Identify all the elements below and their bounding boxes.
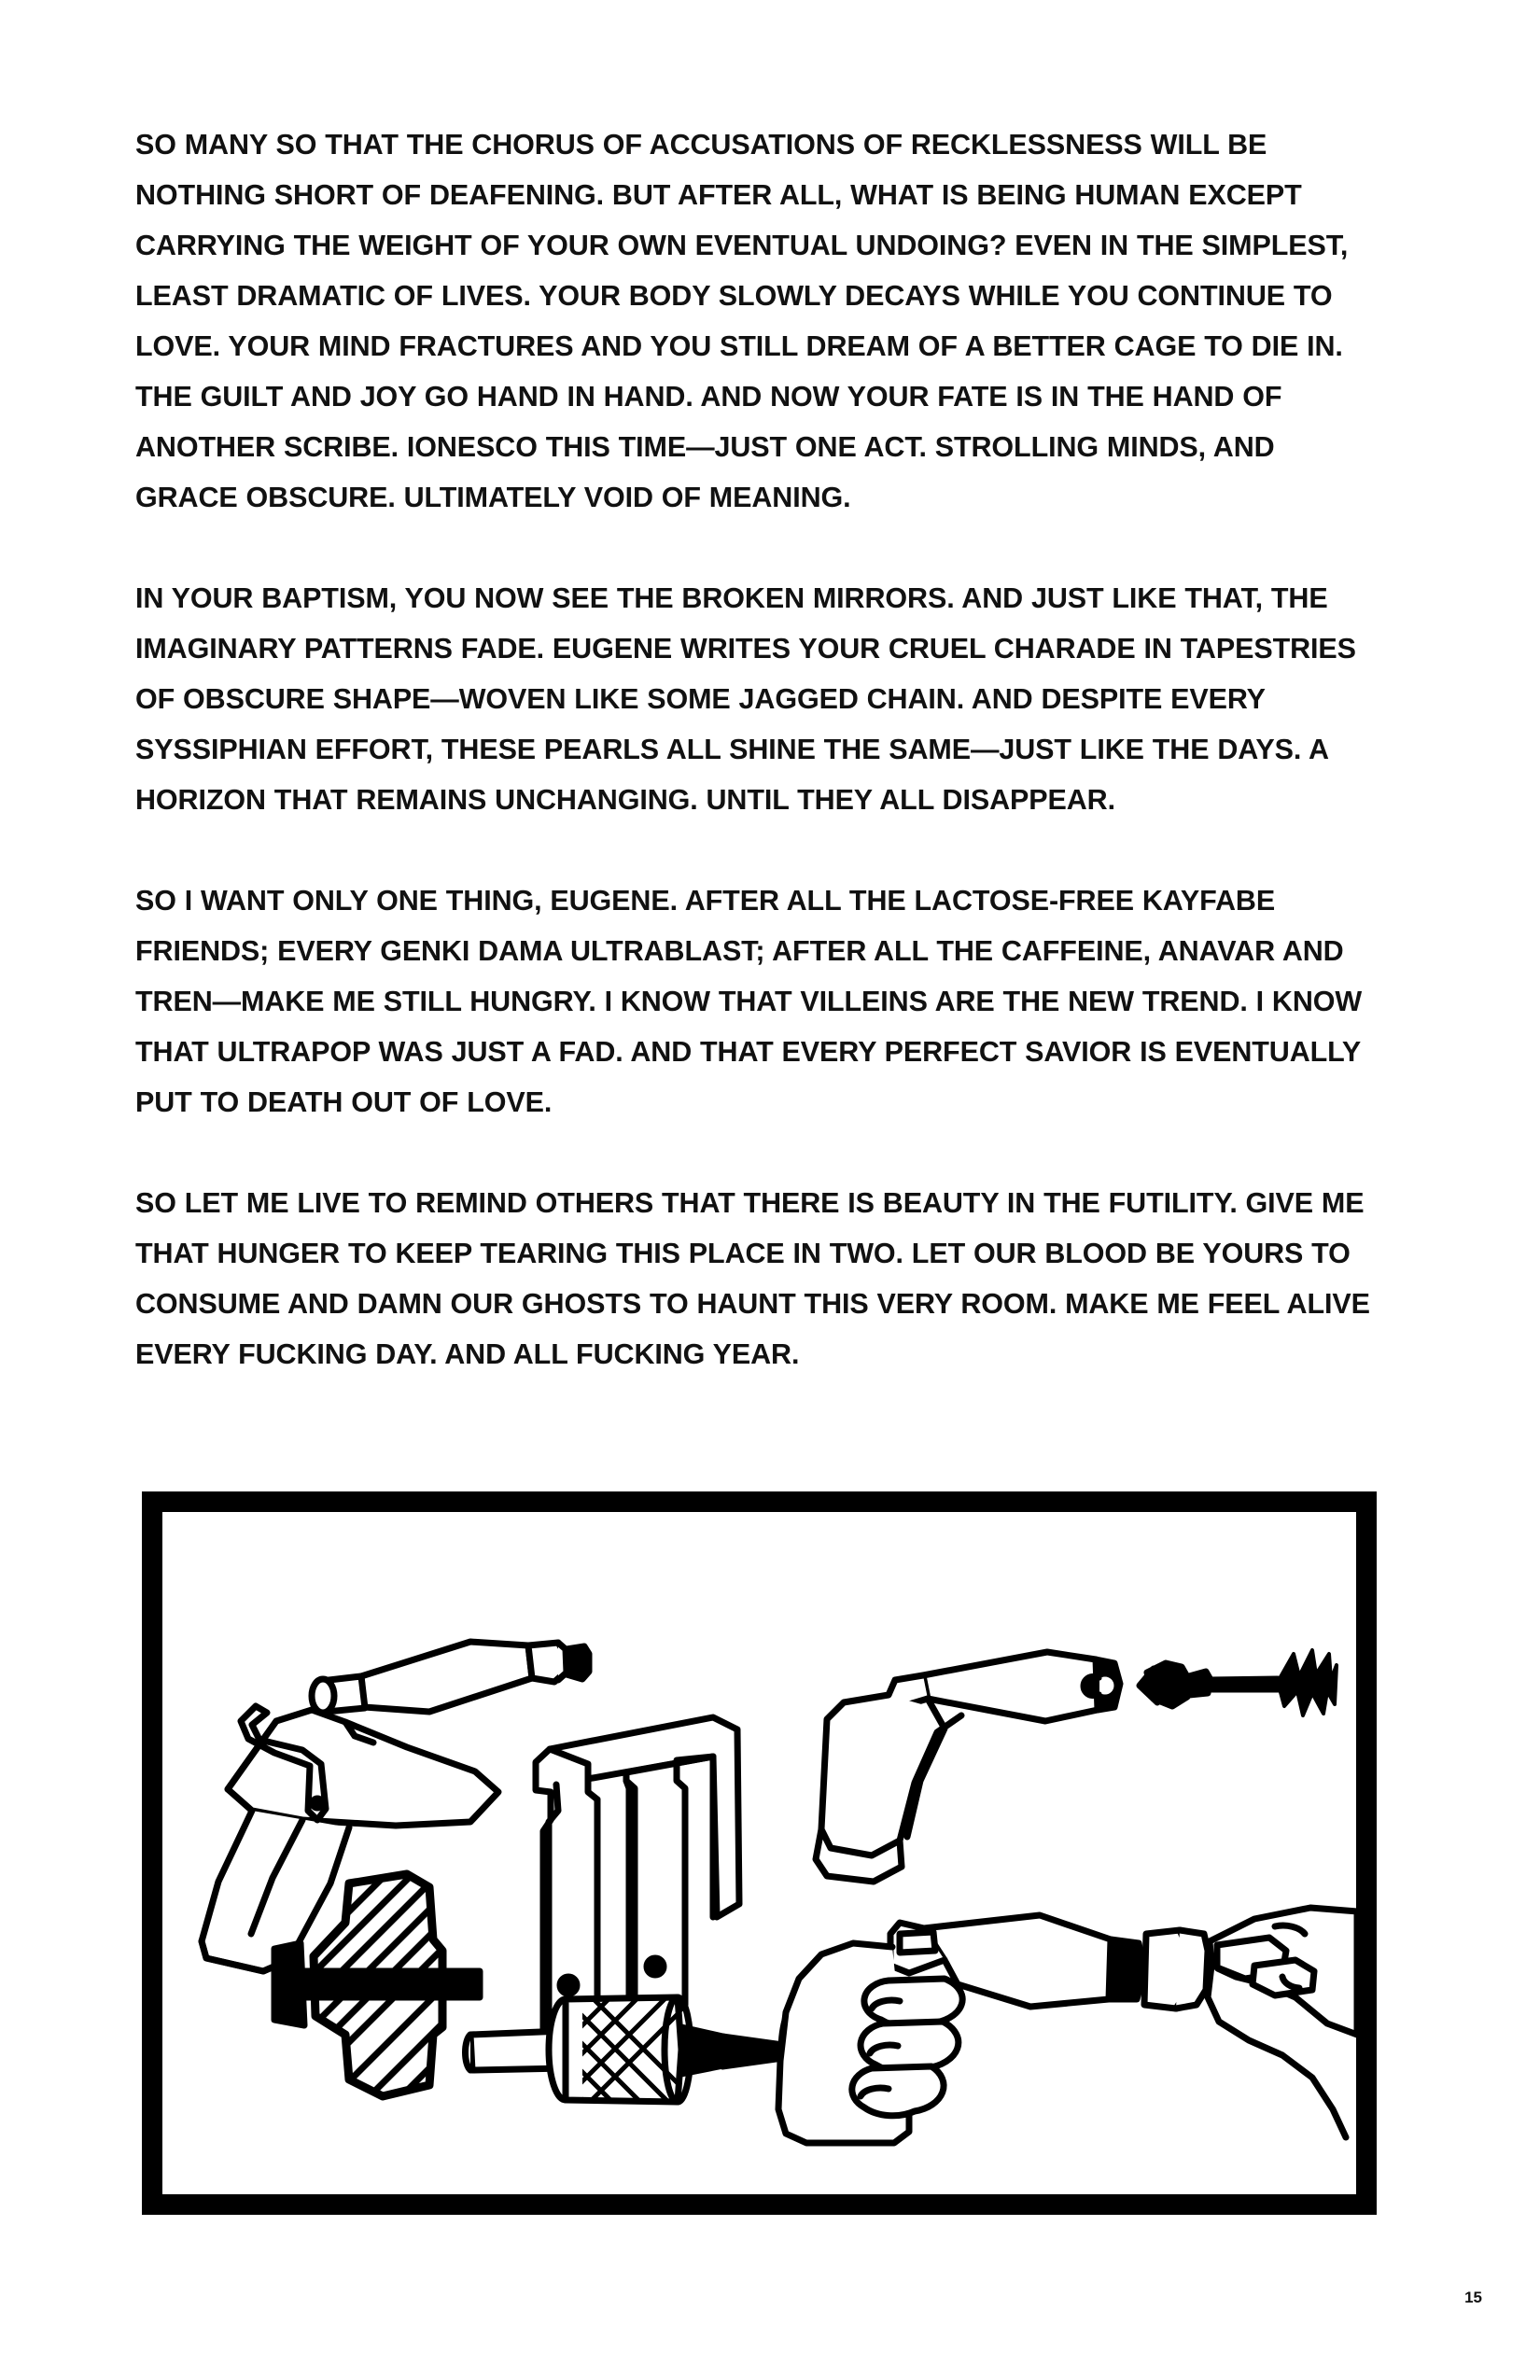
paragraph-4: SO LET ME LIVE TO REMIND OTHERS THAT THERE IS BEAUTY IN THE FUTILITY. GIVE ME THAT HUNGER TO KEEP TEARING THIS PLACE IN TWO. LET OUR BLOOD BE YOURS TO CONSUME AND DAMN OUR GHOSTS TO HAUNT THIS VERY ROOM. MAKE ME FEEL ALIVE EVERY FUCKING DAY. AND ALL FUCKING YEAR. xyxy=(135,1187,1370,1370)
paragraph-3: SO I WANT ONLY ONE THING, EUGENE. AFTER ALL THE LACTOSE-FREE KAYFABE FRIENDS; EVERY GENKI DAMA ULTRABLAST; AFTER ALL THE CAFFEINE, ANAVAR AND TREN—MAKE ME STILL HUNGRY. I KNOW THAT VILLEINS ARE THE NEW TREND. I KNOW THAT ULTRAPOP WAS JUST A FAD. AND THAT EVERY PERFECT SAVIOR IS EVENTUALLY PUT TO DEATH OUT OF LOVE. xyxy=(135,885,1363,1118)
figure-panel xyxy=(142,1491,1377,2215)
body-text-column xyxy=(135,119,1377,1379)
paragraph-2: IN YOUR BAPTISM, YOU NOW SEE THE BROKEN MIRRORS. AND JUST LIKE THAT, THE IMAGINARY PATTERNS FADE. EUGENE WRITES YOUR CRUEL CHARADE IN TAPESTRIES OF OBSCURE SHAPE—WOVEN LIKE SOME JAGGED CHAIN. AND DESPITE EVERY SYSSIPHIAN EFFORT, THESE PEARLS ALL SHINE THE SAME—JUST LIKE THE DAYS. A HORIZON THAT REMAINS UNCHANGING. UNTIL THEY ALL DISAPPEAR. xyxy=(135,582,1356,816)
two-hands-changing-accessory xyxy=(778,1908,1356,2143)
paragraph-1: SO MANY SO THAT THE CHORUS OF ACCUSATIONS OF RECKLESSNESS WILL BE NOTHING SHORT OF DEAFENING. BUT AFTER ALL, WHAT IS BEING HUMAN EXCEPT CARRYING THE WEIGHT OF YOUR OWN EVENTUAL UNDOING? EVEN IN THE SIMPLEST, LEAST DRAMATIC OF LIVES. YOUR BODY SLOWLY DECAYS WHILE YOU CONTINUE TO LOVE. YOUR MIND FRACTURES AND YOU STILL DREAM OF A BETTER CAGE TO DIE IN. THE GUILT AND JOY GO HAND IN HAND. AND NOW YOUR FATE IS IN THE HAND OF ANOTHER SCRIBE. IONESCO THIS TIME—JUST ONE ACT. STROLLING MINDS, AND GRACE OBSCURE. ULTIMATELY VOID OF MEANING. xyxy=(135,129,1349,513)
figure-illustration-area xyxy=(162,1512,1356,2194)
rotary-tool-with-brush-accessory xyxy=(816,1650,1337,1882)
technical-illustration-svg xyxy=(162,1512,1356,2194)
page-number: 15 xyxy=(1464,2289,1482,2306)
